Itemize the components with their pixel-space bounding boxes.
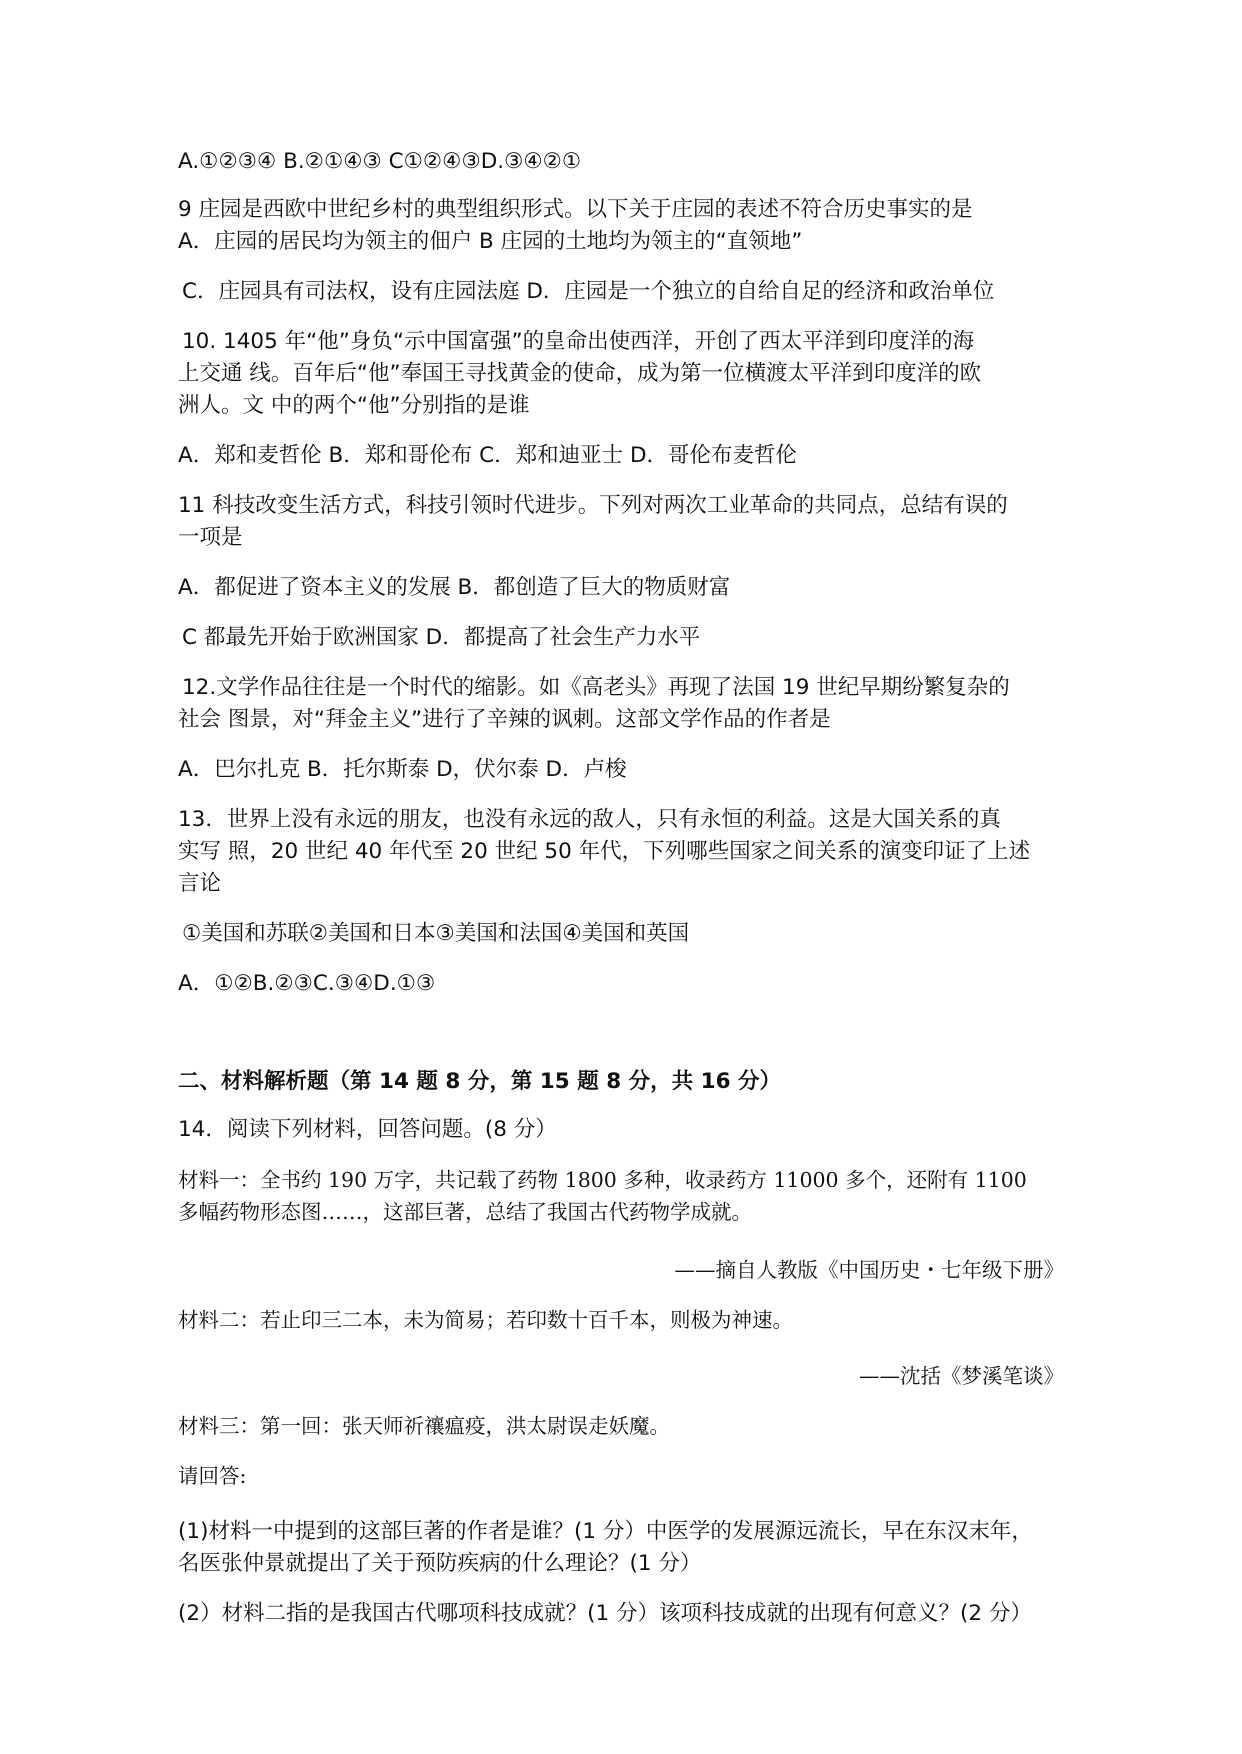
q10-stem-line-2: 上交通 线。百年后“他”奉国王寻找黄金的使命，成为第一位横渡太平洋到印度洋的欧: [178, 361, 982, 386]
material-one-line-1: 材料一：全书约 190 万字，共记载了药物 1800 多种，收录药方 11000 多个，还附有 1100: [178, 1168, 1027, 1192]
q12-stem-line-2: 社会 图景，对“拜金主义”进行了辛辣的讽刺。这部文学作品的作者是: [178, 707, 831, 732]
q12-options: A．巴尔扎克 B．托尔斯泰 D，伏尔泰 D．卢梭: [178, 757, 627, 782]
q14-instruction: 14．阅读下列材料，回答问题。(8 分）: [178, 1117, 557, 1142]
q13-options: A．①②B.②③C.③④D.①③: [178, 971, 436, 996]
q14-sub1-line-2: 名医张仲景就提出了关于预防疾病的什么理论？(1 分）: [178, 1551, 702, 1576]
material-two: 材料二：若止印三二本，未为简易；若印数十百千本，则极为神速。: [178, 1308, 793, 1332]
material-three: 材料三：第一回：张天师祈禳瘟疫，洪太尉误走妖魔。: [178, 1414, 670, 1438]
material-one-source: ——摘自人教版《中国历史・七年级下册》: [674, 1258, 1064, 1282]
q9-options-ab: A．庄园的居民均为领主的佃户 B 庄园的土地均为领主的“直领地”: [178, 229, 803, 254]
q11-stem-line-2: 一项是: [178, 525, 243, 550]
answer-prompt: 请回答:: [178, 1464, 247, 1488]
q10-stem-line-1: 10. 1405 年“他”身负“示中国富强”的皇命出使西洋，开创了西太平洋到印度洋的海: [182, 329, 975, 354]
q11-options-cd: C 都最先开始于欧洲国家 D．都提高了社会生产力水平: [182, 625, 701, 650]
q10-options: A．郑和麦哲伦 B．郑和哥伦布 C．郑和迪亚士 D．哥伦布麦哲伦: [178, 443, 798, 468]
q13-stem-line-3: 言论: [178, 871, 222, 896]
material-one-line-2: 多幅药物形态图……，这部巨著，总结了我国古代药物学成就。: [178, 1200, 752, 1224]
material-two-source: ——沈括《梦溪笔谈》: [859, 1364, 1064, 1388]
q13-stem-line-1: 13．世界上没有永远的朋友，也没有永远的敌人，只有永恒的利益。这是大国关系的真: [178, 807, 1001, 832]
section-two-heading: 二、材料解析题（第 14 题 8 分，第 15 题 8 分，共 16 分）: [178, 1069, 782, 1094]
q13-stem-line-2: 实写 照，20 世纪 40 年代至 20 世纪 50 年代，下列哪些国家之间关系的演变印证了上述: [178, 839, 1031, 864]
q10-stem-line-3: 洲人。文 中的两个“他”分别指的是谁: [178, 393, 530, 418]
q14-sub2: (2）材料二指的是我国古代哪项科技成就？(1 分）该项科技成就的出现有何意义？(2 分）: [178, 1601, 1032, 1626]
q11-stem-line-1: 11 科技改变生活方式，科技引领时代进步。下列对两次工业革命的共同点，总结有误的: [178, 493, 1008, 518]
q9-options-cd: C．庄园具有司法权，设有庄园法庭 D．庄园是一个独立的自给自足的经济和政治单位: [182, 279, 995, 304]
q14-sub1-line-1: (1)材料一中提到的这部巨著的作者是谁？(1 分）中医学的发展源远流长，早在东汉末年，: [178, 1519, 1033, 1544]
q11-options-ab: A．都促进了资本主义的发展 B．都创造了巨大的物质财富: [178, 575, 731, 600]
q8-options: A.①②③④ B.②①④③ C①②④③D.③④②①: [178, 149, 582, 174]
q9-stem: 9 庄园是西欧中世纪乡村的典型组织形式。以下关于庄园的表述不符合历史事实的是: [178, 197, 973, 222]
q12-stem-line-1: 12.文学作品往往是一个时代的缩影。如《高老头》再现了法国 19 世纪早期纷繁复杂的: [182, 675, 1010, 700]
q13-choices: ①美国和苏联②美国和日本③美国和法国④美国和英国: [182, 921, 690, 946]
